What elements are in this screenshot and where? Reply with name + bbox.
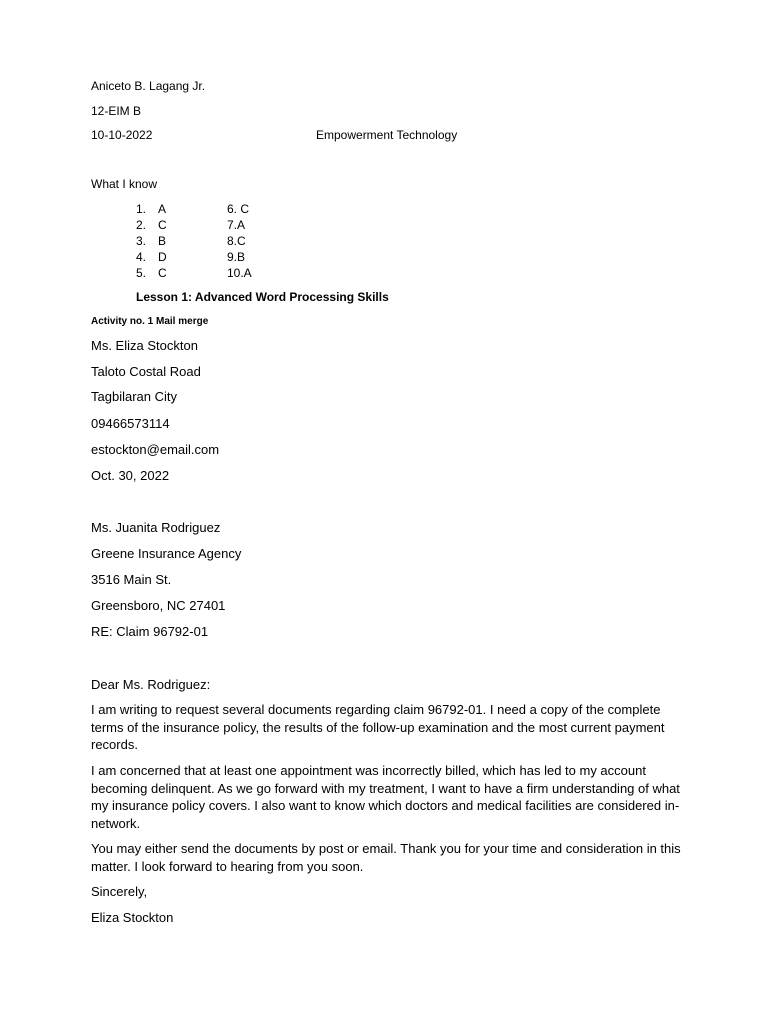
list-item-answer: A xyxy=(158,202,167,216)
list-item-answer: 8.C xyxy=(227,234,246,248)
list-item-answer: B xyxy=(158,234,167,248)
recipient-company: Greene Insurance Agency xyxy=(91,546,242,561)
list-item-number: 5. xyxy=(136,266,147,280)
list-item-answer: 7.A xyxy=(227,218,246,232)
sender-date: Oct. 30, 2022 xyxy=(91,468,170,483)
list-item-number: 1. xyxy=(136,202,147,216)
list-item-answer: 9.B xyxy=(227,250,246,264)
letter-paragraph-3: You may either send the documents by post or email. Thank you for your time and consideration in this matter. I look forward to hearing from you soon. xyxy=(91,841,681,874)
letter-paragraph-2: I am concerned that at least one appointment was incorrectly billed, which has led to my account becoming delinquent. As we go forward with my treatment, I want to have a firm understanding of what my insurance policy covers. I also want to know which doctors and medical facilities are considered in-network. xyxy=(91,763,680,831)
sender-name: Ms. Eliza Stockton xyxy=(91,338,198,353)
sender-city: Tagbilaran City xyxy=(91,389,177,404)
list-item-answer: C xyxy=(158,218,167,232)
recipient-street: 3516 Main St. xyxy=(91,572,172,587)
list-item-answer: D xyxy=(158,250,167,264)
list-item-answer: C xyxy=(158,266,167,280)
list-item-number: 3. xyxy=(136,234,147,248)
student-section: 12-EIM B xyxy=(91,104,142,118)
recipient-name: Ms. Juanita Rodriguez xyxy=(91,520,221,535)
list-item-number: 4. xyxy=(136,250,147,264)
lesson-title: Lesson 1: Advanced Word Processing Skills xyxy=(136,290,389,304)
sender-email: estockton@email.com xyxy=(91,442,220,457)
list-item-number: 2. xyxy=(136,218,147,232)
list-item-answer: 6. C xyxy=(227,202,250,216)
sender-phone: 09466573114 xyxy=(91,416,170,431)
reference-line: RE: Claim 96792-01 xyxy=(91,624,209,639)
sender-street: Taloto Costal Road xyxy=(91,364,201,379)
what-i-know-heading: What I know xyxy=(91,177,158,191)
letter-paragraph-1: I am writing to request several documents regarding claim 96792-01. I need a copy of the complete terms of the insurance policy, the results of the follow-up examination and the most current payment records. xyxy=(91,702,665,752)
student-name: Aniceto B. Lagang Jr. xyxy=(91,79,206,93)
list-item-answer: 10.A xyxy=(227,266,252,280)
activity-title: Activity no. 1 Mail merge xyxy=(91,316,209,327)
recipient-city: Greensboro, NC 27401 xyxy=(91,598,226,613)
document-date: 10-10-2022 xyxy=(91,128,153,142)
signature-name: Eliza Stockton xyxy=(91,910,174,925)
closing: Sincerely, xyxy=(91,884,148,899)
subject-title: Empowerment Technology xyxy=(316,128,458,142)
salutation: Dear Ms. Rodriguez: xyxy=(91,677,211,692)
